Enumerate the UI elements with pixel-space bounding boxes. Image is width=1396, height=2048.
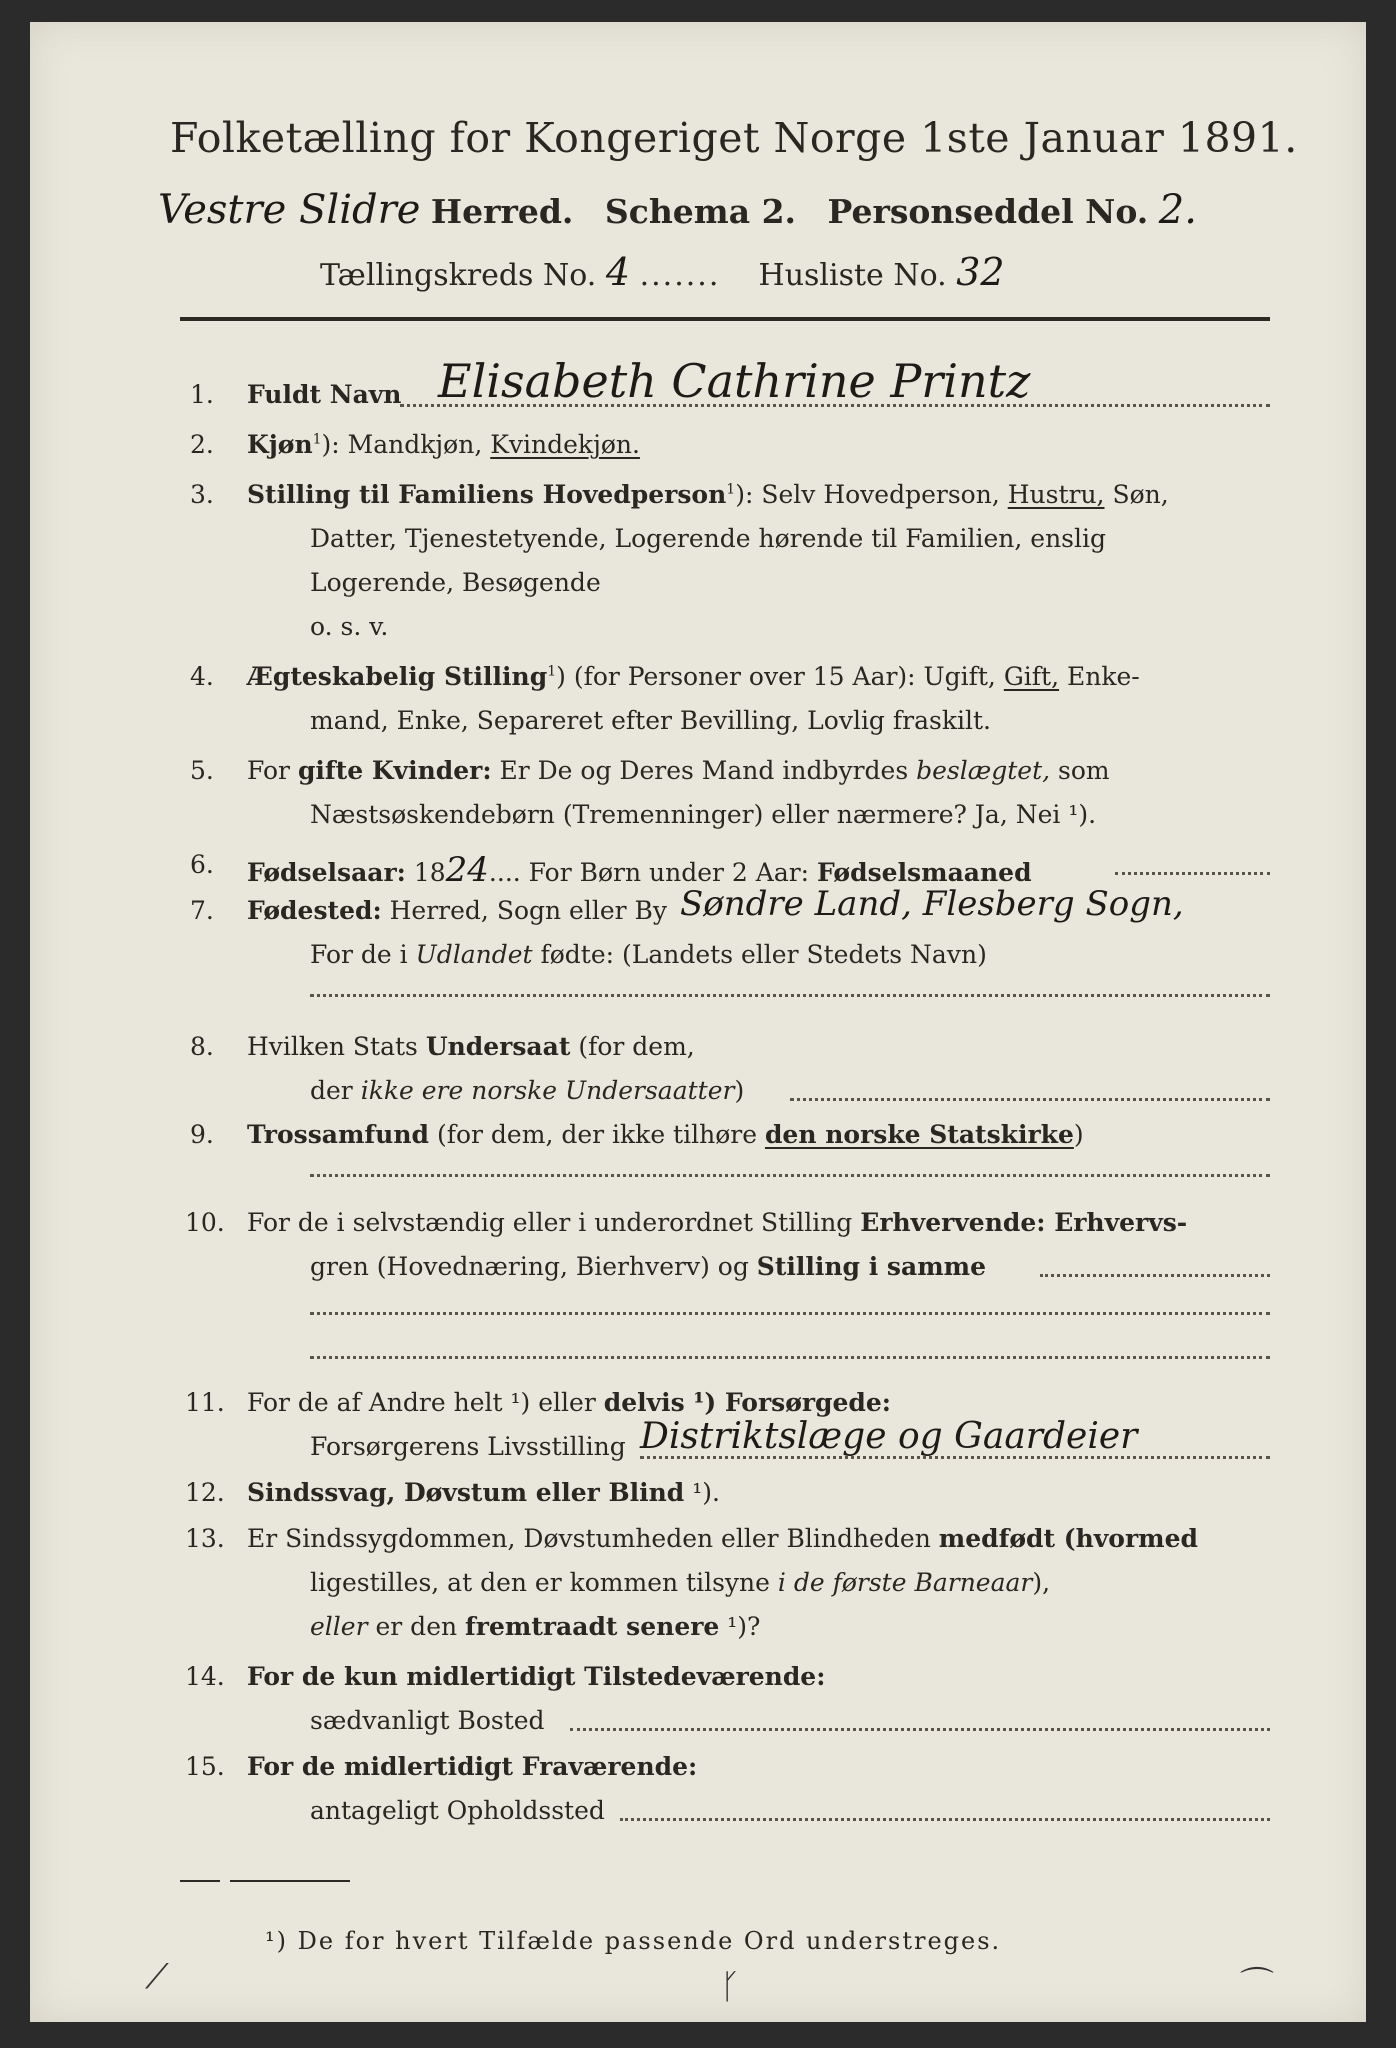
item-2-underlined-option: Kvindekjøn. — [490, 430, 640, 459]
item-8-line-2: der ikke ere norske Undersaatter) — [310, 1076, 745, 1105]
header-rule — [180, 317, 1270, 321]
footnote: ¹) De for hvert Tilfælde passende Ord understreges. — [265, 1927, 1002, 1955]
kreds-label: Tællingskreds No. — [320, 258, 597, 293]
item-4-line-1: Ægteskabelig Stilling$^1$) (for Personer over 15 Aar): Ugift, Gift, Enke- — [247, 662, 1140, 691]
item-13-line-3: eller er den fremtraadt senere ¹)? — [310, 1612, 761, 1641]
item-4-line-2: mand, Enke, Separeret efter Bevilling, Lovlig fraskilt. — [310, 706, 991, 735]
item-1-number: 1. — [190, 380, 214, 409]
item-10-line-2: gren (Hovednæring, Bierhverv) og Stilling i samme — [310, 1252, 987, 1281]
item-3-line-1: Stilling til Familiens Hovedperson$^1$): Selv Hovedperson, Hustru, Søn, — [247, 480, 1169, 509]
personseddel-handwritten: 2. — [1158, 187, 1197, 233]
kreds-line: Tællingskreds No. 4 ....... Husliste No. 32 — [320, 250, 1005, 294]
item-4-underlined-option: Gift, — [1003, 662, 1060, 691]
item-8-number: 8. — [190, 1032, 214, 1061]
item-9-line: Trossamfund (for dem, der ikke tilhøre den norske Statskirke) — [247, 1120, 1084, 1149]
item-9-number: 9. — [190, 1120, 214, 1149]
item-5-number: 5. — [190, 756, 214, 785]
kreds-handwritten: 4 — [605, 250, 631, 294]
item-1-label: Fuldt Navn — [247, 380, 402, 409]
item-10-number: 10. — [185, 1208, 225, 1237]
item-11-number: 11. — [185, 1388, 225, 1417]
schema-label: Schema 2. — [604, 192, 797, 231]
item-14-line-1: For de kun midlertidigt Tilstedeværende: — [247, 1662, 826, 1691]
item-11-handwritten-occupation: Distriktslæge og Gaardeier — [640, 1416, 1138, 1457]
item-1-handwritten-name: Elisabeth Cathrine Printz — [438, 354, 1031, 408]
item-7-number: 7. — [190, 896, 214, 925]
item-2-number: 2. — [190, 430, 214, 459]
item-3-number: 3. — [190, 480, 214, 509]
item-14-line-2: sædvanligt Bosted — [310, 1706, 545, 1735]
husliste-label: Husliste No. — [758, 258, 947, 293]
item-8-line-1: Hvilken Stats Undersaat (for dem, — [247, 1032, 695, 1061]
item-4-number: 4. — [190, 662, 214, 691]
personseddel-label: Personseddel No. — [827, 192, 1149, 231]
item-11-line-1: For de af Andre helt ¹) eller delvis ¹) Forsørgede: — [247, 1388, 892, 1417]
item-3-underlined-option: Hustru, — [1007, 480, 1105, 509]
item-3-line-2: Datter, Tjenestetyende, Logerende hørende til Familien, enslig — [310, 524, 1107, 553]
scan-mark-right: ⌒ — [1240, 1965, 1274, 2005]
item-7-handwritten-birthplace: Søndre Land, Flesberg Sogn, — [680, 884, 1184, 924]
item-11-line-2: Forsørgerens Livsstilling — [310, 1432, 626, 1461]
item-5-line-1: For gifte Kvinder: Er De og Deres Mand indbyrdes beslægtet, som — [247, 756, 1110, 785]
item-14-number: 14. — [185, 1662, 225, 1691]
scan-mark-left: ⟋ — [145, 1957, 169, 1997]
husliste-handwritten: 32 — [956, 250, 1005, 294]
footnote-rule — [230, 1880, 350, 1882]
item-6-number: 6. — [190, 850, 214, 879]
item-15-line-2: antageligt Opholdssted — [310, 1796, 605, 1825]
item-10-line-1: For de i selvstændig eller i underordnet Stilling Erhvervende: Erhvervs- — [247, 1208, 1188, 1237]
item-13-line-1: Er Sindssygdommen, Døvstumheden eller Blindheden medfødt (hvormed — [247, 1524, 1198, 1553]
scan-mark-center: ᚴ — [720, 1967, 741, 2007]
census-form-page — [30, 22, 1366, 2022]
item-5-line-2: Næstsøskendebørn (Tremenninger) eller nærmere? Ja, Nei ¹). — [310, 800, 1097, 829]
item-6-handwritten-year: 24 — [445, 850, 489, 890]
herred-label: Herred. — [430, 192, 574, 231]
item-13-number: 13. — [185, 1524, 225, 1553]
form-title: Folketælling for Kongeriget Norge 1ste Januar 1891. — [170, 114, 1298, 162]
item-7-line-2: For de i Udlandet fødte: (Landets eller Stedets Navn) — [310, 940, 987, 969]
herred-line — [158, 187, 1197, 233]
item-3-line-3: Logerende, Besøgende — [310, 568, 601, 597]
item-15-line-1: For de midlertidigt Fraværende: — [247, 1752, 698, 1781]
item-3-line-4: o. s. v. — [310, 612, 389, 641]
herred-handwritten: Vestre Slidre — [158, 187, 421, 233]
item-7-line-1: Fødested: Herred, Sogn eller By — [247, 896, 668, 925]
item-12-line: Sindssvag, Døvstum eller Blind ¹). — [247, 1478, 720, 1507]
item-12-number: 12. — [185, 1478, 225, 1507]
item-6-line: Fødselsaar: 1824.... For Børn under 2 Aar: Fødselsmaaned — [247, 850, 1032, 890]
item-13-line-2: ligestilles, at den er kommen tilsyne i de første Barneaar), — [310, 1568, 1051, 1597]
item-2-line: Kjøn$^1$): Mandkjøn, Kvindekjøn. — [247, 430, 640, 459]
item-9-underlined-option: den norske Statskirke — [764, 1120, 1074, 1149]
item-15-number: 15. — [185, 1752, 225, 1781]
